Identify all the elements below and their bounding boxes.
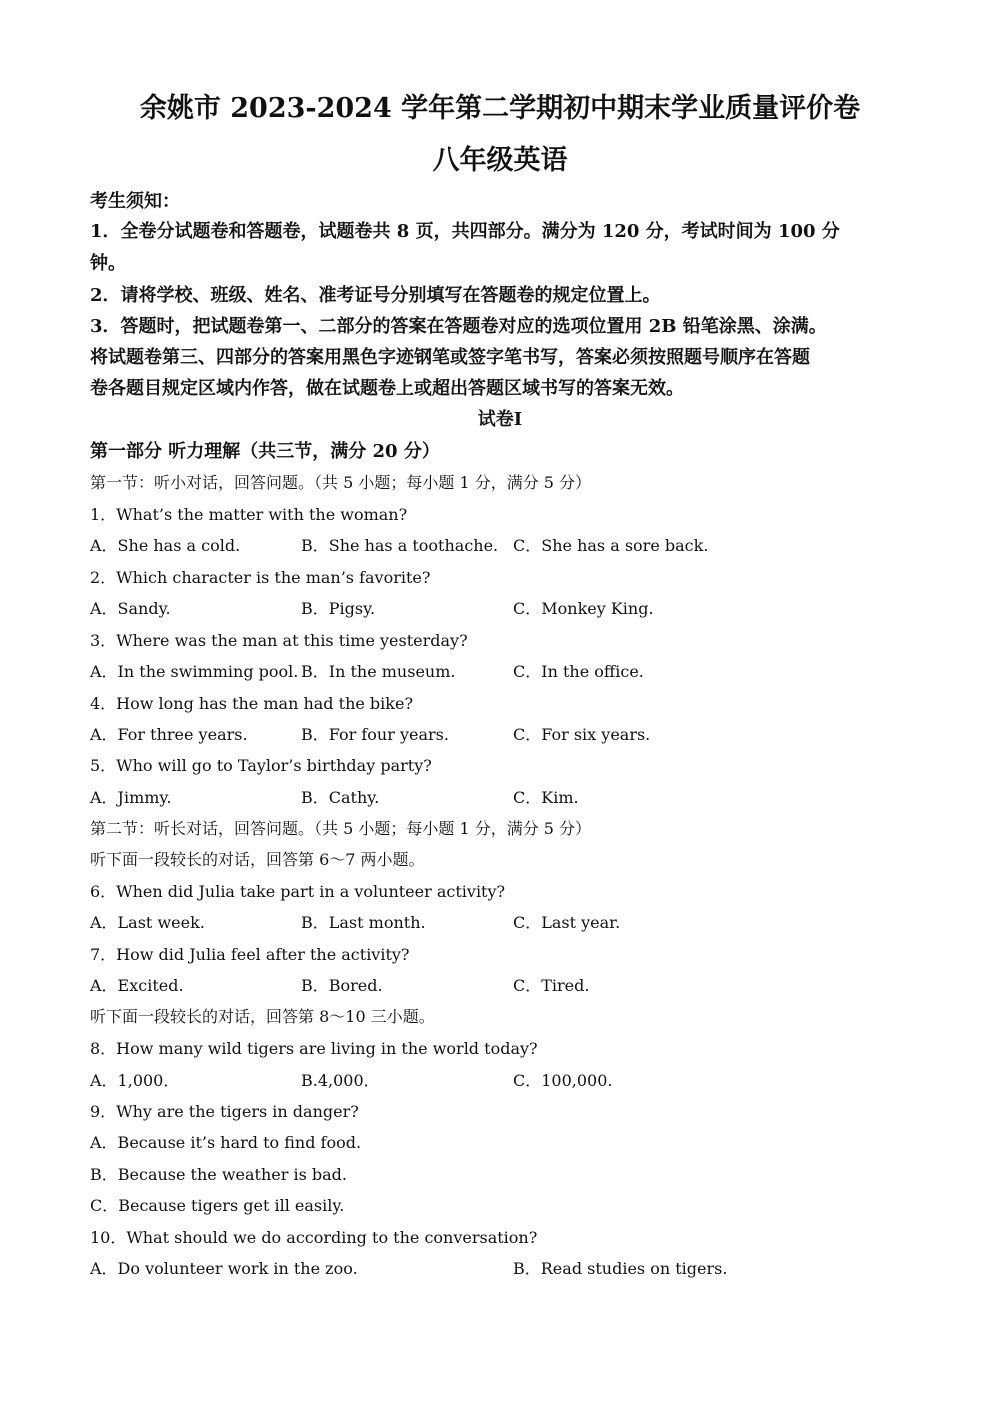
intro-questions-6-7: 听下面一段较长的对话，回答第 6～7 两小题。 — [90, 850, 425, 869]
question-6-option-c: C．Last year. — [513, 913, 621, 932]
question-2-option-b: B．Pigsy. — [301, 599, 376, 618]
question-7-stem: 7．How did Julia feel after the activity? — [90, 945, 410, 964]
question-10-stem: 10．What should we do according to the conversation? — [90, 1228, 538, 1247]
question-3-option-b: B．In the museum. — [301, 662, 456, 681]
question-8-option-b: B.4,000． — [301, 1071, 380, 1090]
question-8-option-c: C．100,000. — [513, 1071, 613, 1090]
question-7-option-a: A．Excited. — [90, 976, 184, 995]
question-4-option-b: B．For four years. — [301, 725, 449, 744]
section1-heading: 第一节：听小对话，回答问题。（共 5 小题；每小题 1 分，满分 5 分） — [90, 473, 592, 492]
question-4-option-c: C．For six years. — [513, 725, 651, 744]
exam-title: 余姚市 2023-2024 学年第二学期初中期末学业质量评价卷 — [139, 93, 861, 124]
question-1-option-c: C．She has a sore back. — [513, 536, 709, 555]
notice-line-3-cont: 将试题卷第三、四部分的答案用黑色字迹钢笔或签字笔书写，答案必须按照题号顺序在答题 — [90, 347, 810, 368]
question-5-option-b: B．Cathy. — [301, 788, 380, 807]
question-3-option-c: C．In the office. — [513, 662, 644, 681]
question-9-option-a: A．Because it’s hard to find food. — [90, 1133, 362, 1152]
notice-line-2: 2．请将学校、班级、姓名、准考证号分别填写在答题卷的规定位置上。 — [90, 285, 661, 306]
question-1-option-b: B．She has a toothache. — [301, 536, 499, 555]
notice-line-1-cont: 钟。 — [90, 253, 126, 274]
question-4-option-a: A．For three years. — [90, 725, 248, 744]
notice-line-3: 3．答题时，把试题卷第一、二部分的答案在答题卷对应的选项位置用 2B 铅笔涂黑、涂满。 — [90, 316, 827, 337]
question-7-option-c: C．Tired. — [513, 976, 590, 995]
intro-questions-8-10: 听下面一段较长的对话，回答第 8～10 三小题。 — [90, 1007, 435, 1026]
question-1-stem: 1．What’s the matter with the woman? — [90, 505, 408, 524]
question-5-option-c: C．Kim. — [513, 788, 579, 807]
notice-line-3-cont2: 卷各题目规定区域内作答，做在试题卷上或超出答题区域书写的答案无效。 — [90, 378, 684, 399]
question-6-option-b: B．Last month. — [301, 913, 426, 932]
question-8-option-a: A．1,000． — [90, 1071, 180, 1090]
notice-heading: 考生须知： — [90, 191, 180, 212]
question-9-stem: 9．Why are the tigers in danger? — [90, 1102, 359, 1121]
question-9-option-c: C．Because tigers get ill easily. — [90, 1196, 345, 1215]
question-8-stem: 8．How many wild tigers are living in the world today? — [90, 1039, 538, 1058]
question-3-stem: 3．Where was the man at this time yesterday? — [90, 631, 468, 650]
question-1-option-a: A．She has a cold. — [90, 536, 241, 555]
question-5-stem: 5．Who will go to Taylor’s birthday party? — [90, 756, 432, 775]
question-2-option-c: C．Monkey King. — [513, 599, 654, 618]
question-2-stem: 2．Which character is the man’s favorite? — [90, 568, 431, 587]
section2-heading: 第二节：听长对话，回答问题。（共 5 小题；每小题 1 分，满分 5 分） — [90, 819, 592, 838]
question-7-option-b: B．Bored. — [301, 976, 383, 995]
notice-line-1: 1．全卷分试题卷和答题卷，试题卷共 8 页，共四部分。满分为 120 分，考试时间为 100 分 — [90, 221, 840, 242]
question-3-option-a: A．In the swimming pool. — [90, 662, 299, 681]
paper-label: 试卷Ⅰ — [477, 409, 523, 430]
question-9-option-b: B．Because the weather is bad. — [90, 1165, 348, 1184]
question-10-option-a: A．Do volunteer work in the zoo. — [90, 1259, 358, 1278]
question-6-stem: 6．When did Julia take part in a volunteer activity? — [90, 882, 506, 901]
question-5-option-a: A．Jimmy. — [90, 788, 172, 807]
part1-title: 第一部分 听力理解（共三节，满分 20 分） — [90, 441, 440, 462]
question-6-option-a: A．Last week. — [90, 913, 205, 932]
question-10-option-b: B．Read studies on tigers. — [513, 1259, 728, 1278]
question-4-stem: 4．How long has the man had the bike? — [90, 694, 414, 713]
question-2-option-a: A．Sandy. — [90, 599, 171, 618]
exam-subtitle: 八年级英语 — [432, 145, 568, 176]
